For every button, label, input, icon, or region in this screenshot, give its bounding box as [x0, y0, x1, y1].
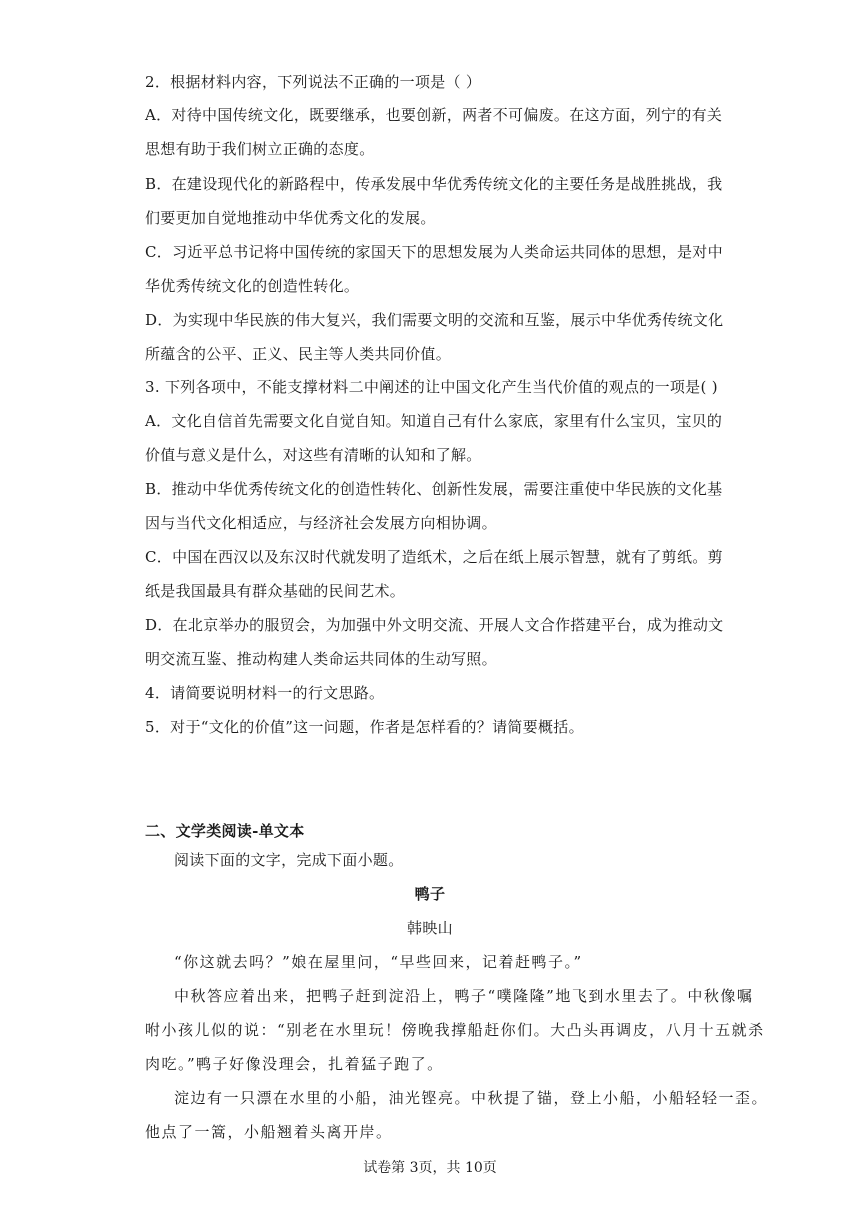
q2-stem: 2．根据材料内容，下列说法不正确的一项是（ ）	[145, 73, 482, 91]
section2-instruction: 阅读下面的文字，完成下面小题。	[174, 851, 404, 869]
q2-option-d-line1: D．为实现中华民族的伟大复兴，我们需要文明的交流和互鉴，展示中华优秀传统文化	[145, 311, 724, 329]
section2-heading: 二、文学类阅读-单文本	[145, 822, 305, 840]
passage-paragraph-2-line1: 中秋答应着出来，把鸭子赶到淀沿上，鸭子“噗隆隆”地飞到水里去了。中秋像嘱	[174, 987, 754, 1005]
q2-option-b-line1: B．在建设现代化的新路程中，传承发展中华优秀传统文化的主要任务是战胜挑战，我	[145, 175, 723, 193]
page-footer: 试卷第 3页，共 10页	[363, 1160, 497, 1176]
q3-stem: 3. 下列各项中，不能支撑材料二中阐述的让中国文化产生当代价值的观点的一项是( )	[145, 378, 718, 396]
passage-author: 韩映山	[407, 919, 453, 937]
q4-stem: 4．请简要说明材料一的行文思路。	[145, 684, 385, 702]
q3-option-b-line2: 因与当代文化相适应，与经济社会发展方向相协调。	[145, 514, 497, 532]
q3-option-a-line2: 价值与意义是什么，对这些有清晰的认知和了解。	[145, 446, 482, 464]
q2-option-a-line2: 思想有助于我们树立正确的态度。	[145, 140, 375, 158]
q3-option-d-line2: 明交流互鉴、推动构建人类命运共同体的生动写照。	[145, 650, 497, 668]
passage-paragraph-2-line3: 肉吃。”鸭子好像没理会，扎着猛子跑了。	[145, 1055, 444, 1073]
q3-option-c-line1: C．中国在西汉以及东汉时代就发明了造纸术，之后在纸上展示智慧，就有了剪纸。剪	[145, 548, 723, 566]
q2-option-d-line2: 所蕴含的公平、正义、民主等人类共同价值。	[145, 345, 452, 363]
passage-paragraph-2-line2: 咐小孩儿似的说：“别老在水里玩！傍晚我撑船赶你们。大凸头再调皮，八月十五就杀	[145, 1021, 765, 1039]
q2-option-b-line2: 们要更加自觉地推动中华优秀文化的发展。	[145, 209, 436, 227]
passage-title: 鸭子	[414, 885, 446, 903]
q2-option-c-line1: C．习近平总书记将中国传统的家国天下的思想发展为人类命运共同体的思想，是对中	[145, 243, 723, 261]
q2-option-c-line2: 华优秀传统文化的创造性转化。	[145, 277, 360, 295]
q5-stem: 5．对于“文化的价值”这一问题，作者是怎样看的？请简要概括。	[145, 718, 584, 736]
q3-option-a-line1: A．文化自信首先需要文化自觉自知。知道自己有什么家底，家里有什么宝贝，宝贝的	[145, 412, 723, 430]
q2-option-a-line1: A．对待中国传统文化，既要继承，也要创新，两者不可偏废。在这方面，列宁的有关	[145, 106, 723, 124]
passage-paragraph-3-line2: 他点了一篙，小船翘着头离开岸。	[145, 1123, 393, 1141]
q3-option-b-line1: B．推动中华优秀传统文化的创造性转化、创新性发展，需要注重使中华民族的文化基	[145, 480, 723, 498]
q3-option-d-line1: D．在北京举办的服贸会，为加强中外文明交流、开展人文合作搭建平台，成为推动文	[145, 616, 724, 634]
q3-option-c-line2: 纸是我国最具有群众基础的民间艺术。	[145, 582, 406, 600]
passage-paragraph-1: “你这就去吗？”娘在屋里问，“早些回来，记着赶鸭子。”	[174, 953, 583, 971]
passage-paragraph-3-line1: 淀边有一只漂在水里的小船，油光铿亮。中秋提了锚，登上小船，小船轻轻一歪。	[174, 1089, 769, 1107]
